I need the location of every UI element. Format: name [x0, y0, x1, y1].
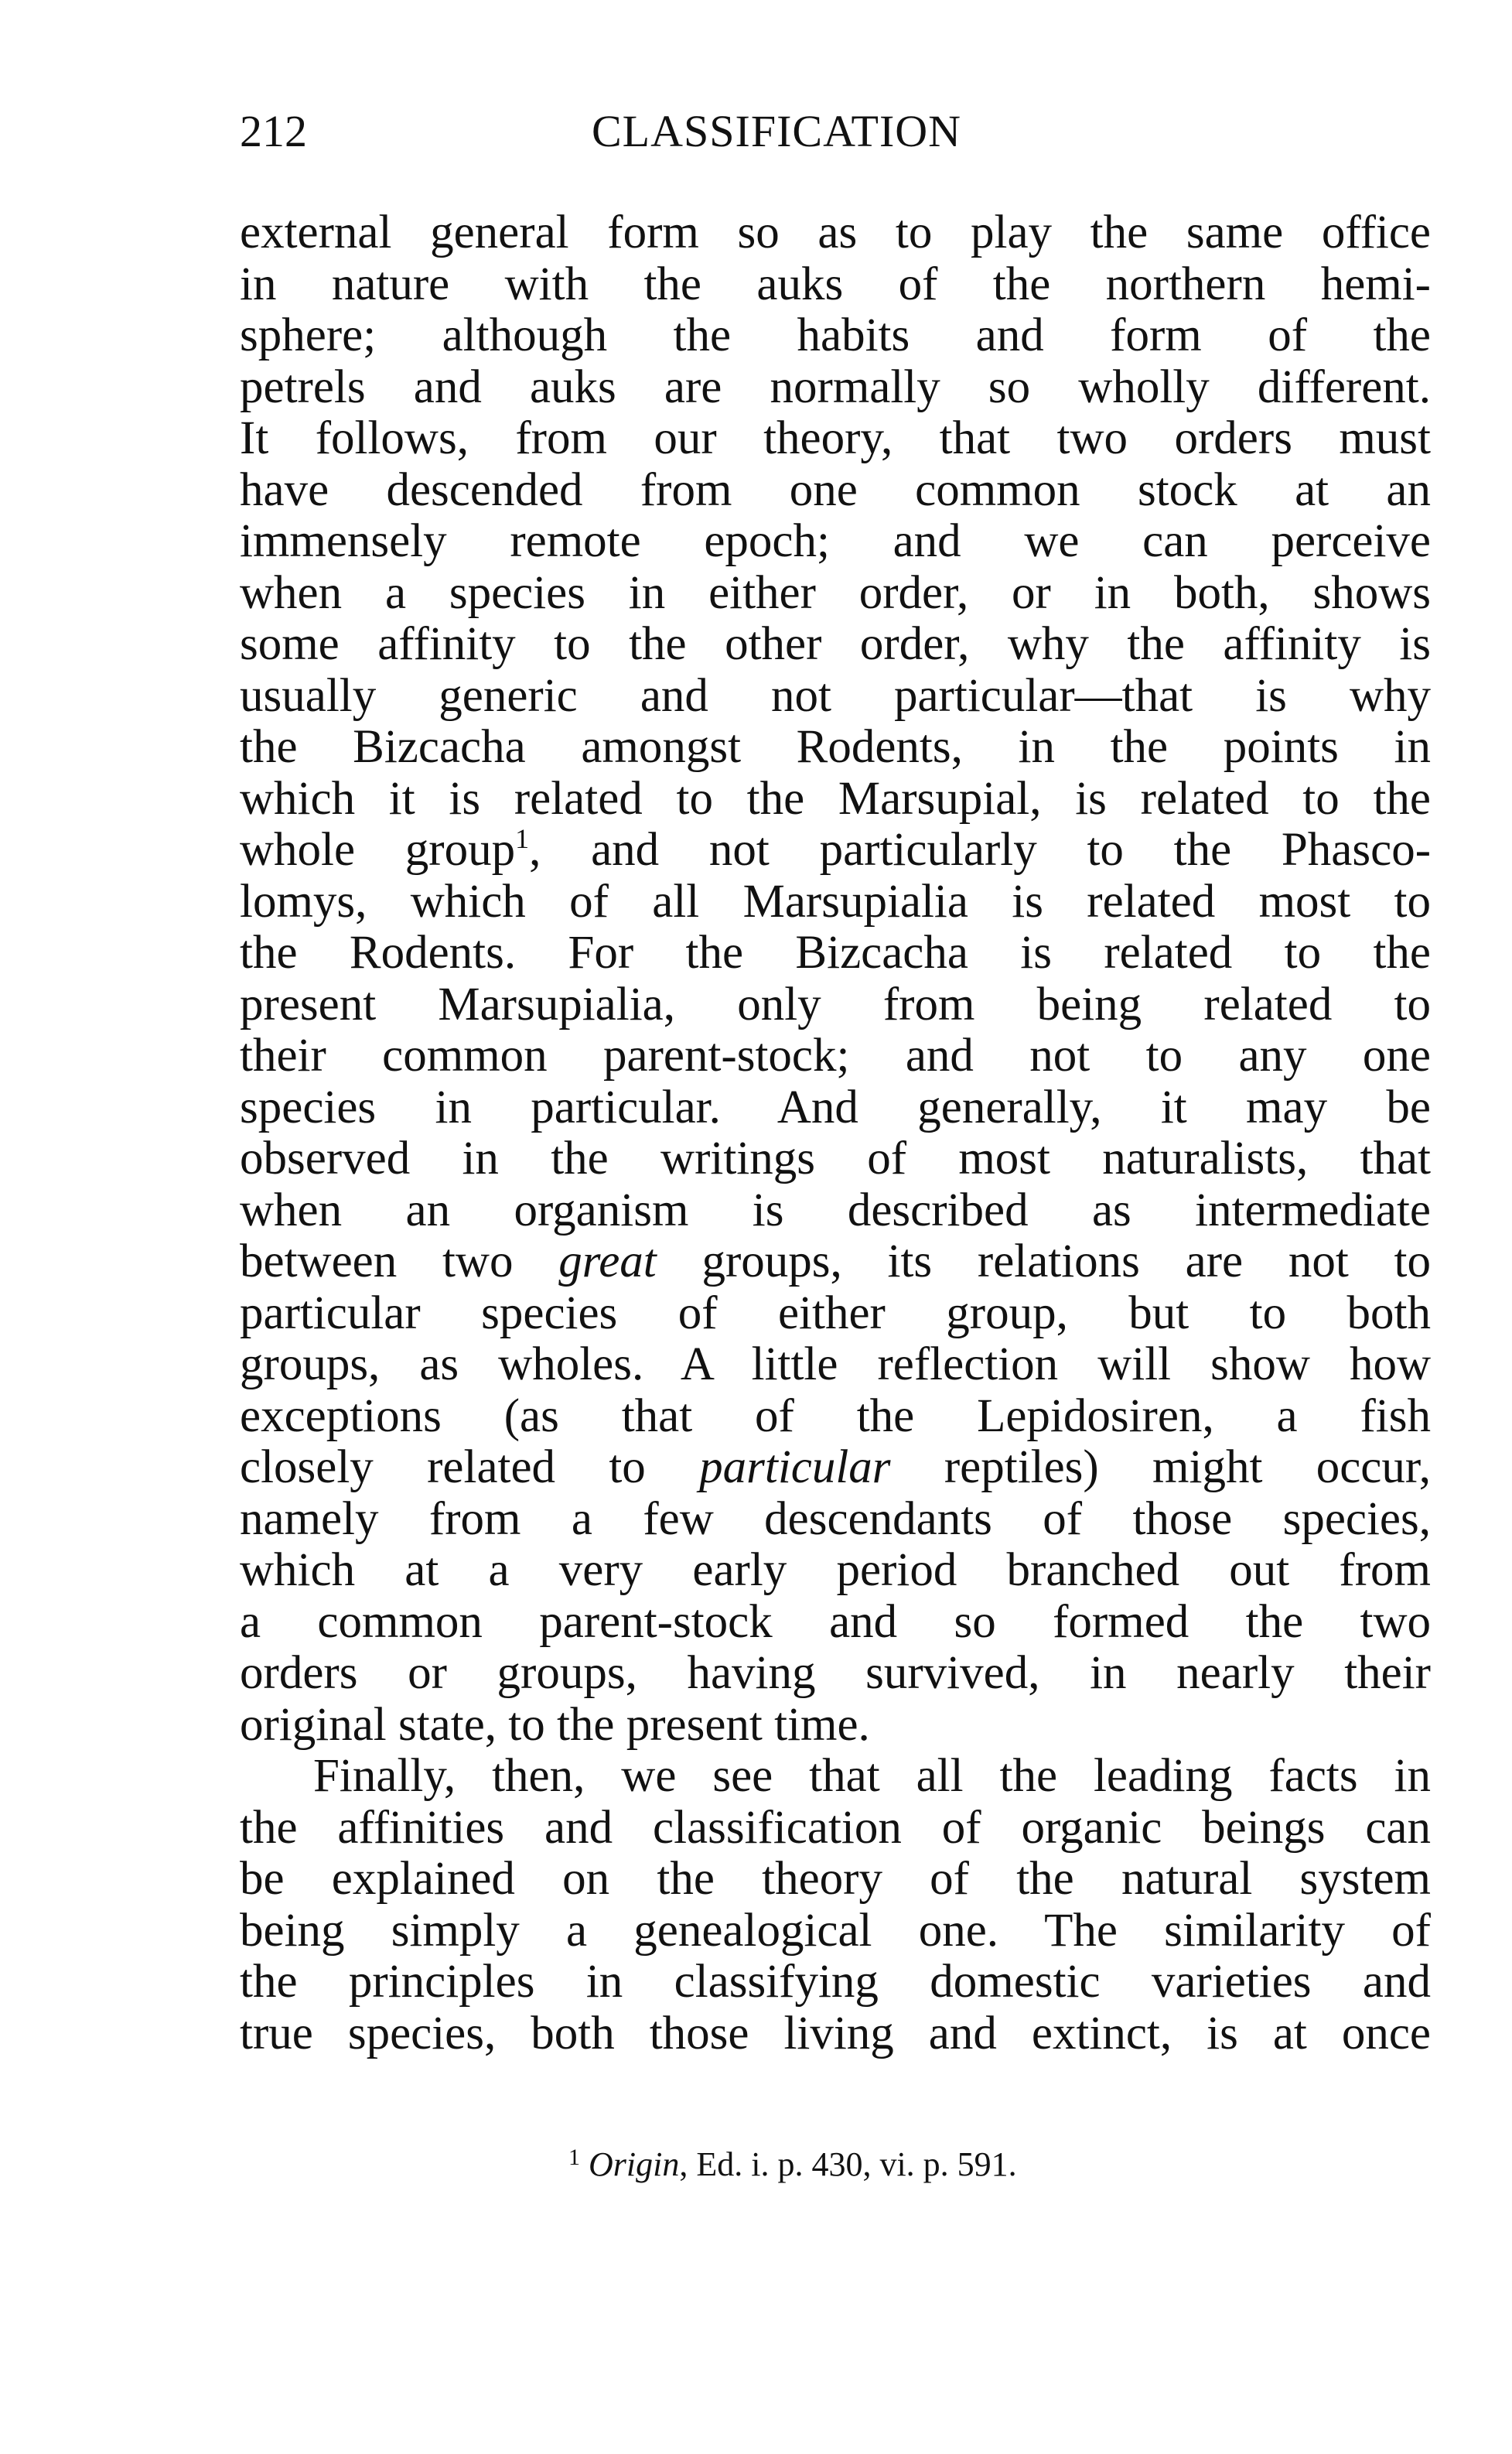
footnote-reference-text: , Ed. i. p. 430, vi. p. 591.	[679, 2145, 1017, 2183]
text-line: be explained on the theory of the natural system	[240, 1853, 1431, 1905]
footnote-title: Origin	[589, 2145, 680, 2183]
text-line: some affinity to the other order, why the affinity is	[240, 618, 1431, 670]
page-header	[240, 101, 1431, 162]
text-line: a common parent-stock and so formed the two	[240, 1595, 1431, 1648]
text-line: groups, as wholes. A little reflection will show how	[240, 1338, 1431, 1390]
text-line: have descended from one common stock at an	[240, 463, 1431, 516]
paragraph-start-line: Finally, then, we see that all the leading facts in	[313, 1750, 1431, 1802]
text-line: It follows, from our theory, that two orders must	[240, 412, 1431, 464]
text-segment: between two	[240, 1236, 559, 1287]
text-line: present Marsupialia, only from being related to	[240, 978, 1431, 1030]
text-line: being simply a genealogical one. The similarity of	[240, 1904, 1431, 1957]
footnote-reference: 1	[515, 823, 530, 854]
text-segment: closely related to	[240, 1441, 700, 1493]
text-line	[240, 1442, 1431, 1494]
text-segment: reptiles) might occur,	[890, 1441, 1431, 1493]
text-line: lomys, which of all Marsupialia is related most to	[240, 875, 1431, 928]
text-line: immensely remote epoch; and we can perceive	[240, 515, 1431, 567]
text-line: observed in the writings of most naturalists, that	[240, 1133, 1431, 1184]
text-line: which it is related to the Marsupial, is related to the	[240, 772, 1431, 825]
text-line: the Bizcacha amongst Rodents, in the points in	[240, 721, 1431, 773]
text-segment: groups, its relations are not to	[656, 1236, 1431, 1287]
text-line: when a species in either order, or in both, shows	[240, 566, 1431, 619]
text-line: the Rodents. For the Bizcacha is related to the	[240, 927, 1431, 979]
text-line: usually generic and not particular—that is why	[240, 669, 1431, 722]
text-line: their common parent-stock; and not to any one	[240, 1030, 1431, 1082]
text-line: species in particular. And generally, it may be	[240, 1081, 1431, 1133]
text-line: which at a very early period branched out from	[240, 1544, 1431, 1596]
footnote-marker: 1	[568, 2145, 580, 2170]
text-line: particular species of either group, but to both	[240, 1287, 1431, 1339]
text-line: original state, to the present time.	[240, 1698, 870, 1751]
text-line: exceptions (as that of the Lepidosiren, a fish	[240, 1389, 1431, 1442]
text-line	[240, 825, 1431, 877]
text-line: the affinities and classification of organic beings can	[240, 1801, 1431, 1854]
text-line: orders or groups, having survived, in nearly their	[240, 1647, 1431, 1699]
text-segment: whole group	[240, 824, 516, 876]
text-line: when an organism is described as intermediate	[240, 1184, 1431, 1236]
text-line: the principles in classifying domestic varieties and	[240, 1956, 1431, 2008]
italic-text: great	[558, 1236, 657, 1287]
body-text	[240, 207, 1431, 2059]
text-line: petrels and auks are normally so wholly different.	[240, 361, 1431, 413]
text-line: in nature with the auks of the northern hemi-	[240, 258, 1431, 310]
text-line	[240, 1236, 1431, 1288]
running-title: CLASSIFICATION	[592, 106, 962, 156]
text-line: sphere; although the habits and form of the	[240, 309, 1431, 361]
text-line: true species, both those living and extinct, is at once	[240, 2007, 1431, 2059]
text-line: external general form so as to play the same office	[240, 207, 1431, 258]
italic-text: particular	[699, 1441, 891, 1493]
text-line: namely from a few descendants of those species,	[240, 1492, 1431, 1545]
footnote	[568, 2141, 1017, 2188]
text-segment: , and not particularly to the Phasco-	[529, 824, 1432, 876]
page-number: 212	[240, 106, 307, 156]
